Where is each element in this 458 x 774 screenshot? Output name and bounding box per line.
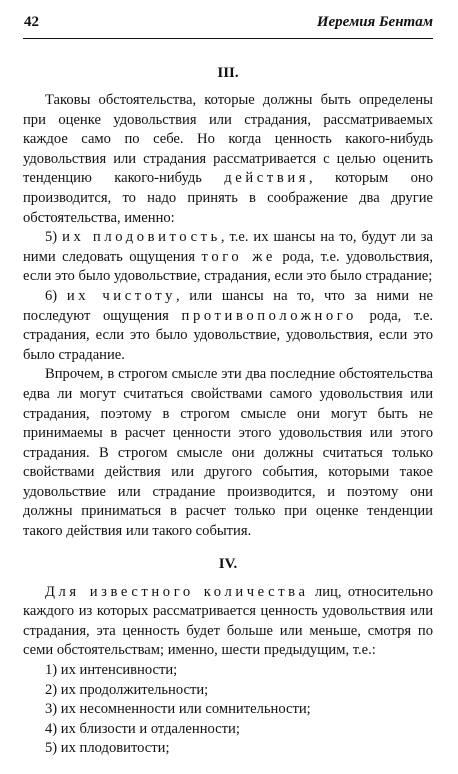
text-run: рода, т.е. страдания, если это было удовольствие, удовольствия, если это было страдание. [23,307,433,363]
text-run: 6) [45,287,67,304]
text-run: Таковы обстоятельства, которые должны быть определены при оценке удовольствия или страдания, рассматриваемых каждое само по себе. Но когда ценность какого-нибудь удовольствия или страдания рассматривается с целью оценить тенденцию какого-нибудь [23,92,433,187]
text-run: , которым оно производится, то надо принять в соображение два другие обстоятельства, именно: [23,170,434,226]
section-heading-3: III. [217,65,239,81]
list-item: 4) их близости и отдаленности; [45,720,240,737]
paragraph-number-of-persons [23,583,433,661]
paragraph-fecundity [23,228,433,287]
page-number: 42 [24,14,39,30]
paragraph-strict-sense: Впрочем, в строгом смысле эти два последние обстоятельства едва ли могут считаться свойствами самого удовольствия или страдания, поэтому в строгом смысле они могут быть не принимаемы в расчет ценности этого удовольствия или этого страдания. В строгом смысле они должны считаться только свойствами действия или другого события, которыми такое удовольствие или страдание производится, и поэтому они должны приниматься в расчет только при оценке тенденции такого действия или такого события. [23,366,433,540]
spaced-emphasis: противоположного [181,307,357,324]
text-run: рода, т.е. удовольствия, если это было удовольствие, страдания, если это было страдание; [23,248,433,285]
spaced-emphasis: действия [224,170,310,187]
list-item: 3) их несомненности или сомнительности; [45,701,311,718]
section-heading-4: IV. [218,555,238,572]
header-rule [23,38,433,39]
text-run: , или шансы на то, что за ними не последуют ощущения [23,287,434,324]
list-item: 2) их продолжительности; [45,681,209,698]
spaced-emphasis: Для известного количества [45,583,309,600]
text-run: 5) [45,229,63,246]
spaced-emphasis: их чистоту [66,287,176,304]
paragraph-purity [23,287,433,365]
spaced-emphasis: их плодовитость [62,229,221,246]
text-run: , т.е. их шансы на то, будут ли за ними следовать ощущения [23,229,433,265]
book-page [23,14,433,759]
running-head [23,14,433,36]
running-title: Иеремия Бентам [316,14,433,30]
list-item: 1) их интенсивности; [45,662,178,679]
text-run: лиц, относительно каждого из которых рассматривается ценность удовольствия или страдания, эта ценность будет больше или меньше, смотря по семи обстоятельствам; именно, шести предыдущим, т.е.: [23,583,433,659]
paragraph-circumstances [23,91,433,228]
list-item: 5) их плодовитости; [45,740,170,757]
spaced-emphasis: того же [201,248,276,265]
